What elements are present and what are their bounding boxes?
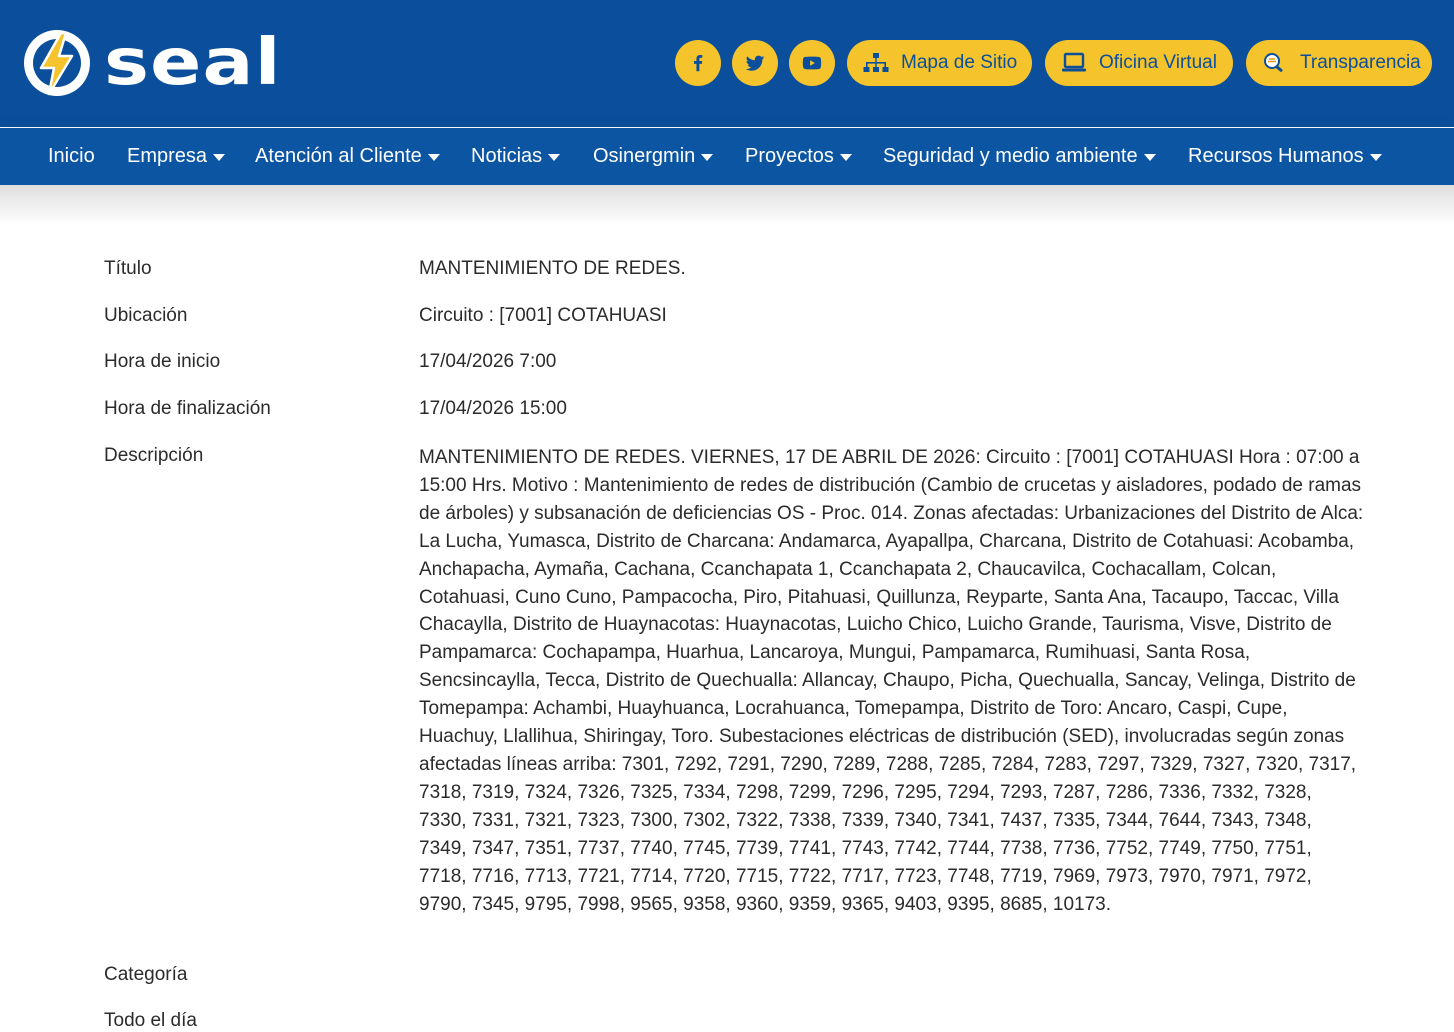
main-navigation — [0, 128, 1454, 185]
oficina-virtual-label: Oficina Virtual — [1099, 52, 1217, 73]
nav-item-seguridad-y-medio-ambiente[interactable] — [883, 128, 1156, 185]
youtube-icon — [801, 52, 823, 74]
caret-down-icon — [840, 154, 852, 161]
descripcion-value: MANTENIMIENTO DE REDES. VIERNES, 17 DE ABRIL DE 2026: Circuito : [7001] COTAHUASI Hora : 07:00 a 15:00 Hrs. Motivo : Mantenimiento de redes de distribución (Cambio de crucetas y aisladores, podado de ramas de árboles) y subsanación de deficiencias OS - Proc. 014. Zonas afectadas: Urbanizaciones del Distrito de Alca: La Lucha, Yumasca, Distrito de Charcana: Andamarca, Ayapallpa, Charcana, Distrito de Cotahuasi: Acobamba, Anchapacha, Aymaña, Cachana, Ccanchapata 1, Ccanchapata 2, Chaucavilca, Cochacallam, Colcan, Cotahuasi, Cuno Cuno, Pampacocha, Piro, Pitahuasi, Quillunza, Reyparte, Santa Ana, Tacaupo, Taccac, Villa Chacaylla, Distrito de Huaynacotas: Huaynacotas, Luicho Chico, Luicho Grande, Taurisma, Visve, Distrito de Pampamarca: Cochapampa, Huarhua, Lancaroya, Mungui, Pampamarca, Rumihuasi, Santa Rosa, Sencsincaylla, Tecca, Distrito de Quechualla: Allancay, Chaupo, Picha, Quechualla, Sancay, Velinga, Distrito de Tomepampa: Achambi, Huayhuanca, Locrahuanca, Tomepampa, Distrito de Toro: Ancaro, Caspi, Cupe, Huachuy, Llallihua, Shiringay, Toro. Subestaciones eléctricas de distribución (SED), involucradas según zonas afectadas líneas arriba: 7301, 7292, 7291, 7290, 7289, 7288, 7285, 7284, 7283, 7297, 7329, 7327, 7320, 7317, 7318, 7319, 7324, 7326, 7325, 7334, 7298, 7299, 7296, 7295, 7294, 7293, 7287, 7286, 7336, 7332, 7328, 7330, 7331, 7321, 7323, 7300, 7302, 7322, 7338, 7339, 7340, 7341, 7437, 7335, 7344, 7644, 7343, 7348, 7349, 7347, 7351, 7737, 7740, 7745, 7739, 7741, 7743, 7742, 7744, 7738, 7736, 7752, 7749, 7750, 7751, 7718, 7716, 7713, 7721, 7714, 7720, 7715, 7722, 7717, 7723, 7748, 7719, 7969, 7973, 7970, 7971, 7972, 9790, 7345, 9795, 7998, 9565, 9358, 9360, 9359, 9365, 9403, 9395, 8685, 10173. — [419, 447, 1364, 915]
nav-shadow — [0, 185, 1454, 225]
nav-label: Seguridad y medio ambiente — [883, 145, 1138, 167]
site-header — [0, 0, 1454, 127]
titulo-value: MANTENIMIENTO DE REDES. — [419, 258, 686, 279]
logo-wordmark: seal — [104, 26, 282, 100]
facebook-icon — [687, 52, 709, 74]
ubicacion-value: Circuito : [7001] COTAHUASI — [419, 305, 667, 326]
caret-down-icon — [428, 154, 440, 161]
youtube-button[interactable] — [789, 40, 835, 86]
twitter-icon — [744, 52, 766, 74]
hora-de-finalizacion-value: 17/04/2026 15:00 — [419, 398, 567, 419]
lightning-bolt-icon — [22, 28, 92, 98]
nav-label: Atención al Cliente — [255, 145, 422, 167]
hora-de-inicio-value: 17/04/2026 7:00 — [419, 351, 557, 372]
oficina-virtual-button[interactable] — [1045, 40, 1233, 86]
nav-item-recursos-humanos[interactable] — [1188, 128, 1382, 185]
todo-el-dia-label: Todo el día — [104, 1010, 197, 1031]
nav-label: Recursos Humanos — [1188, 145, 1364, 167]
categoria-label: Categoría — [104, 964, 188, 985]
sitemap-icon — [863, 52, 889, 74]
seal-logo[interactable] — [22, 28, 302, 98]
mapa-de-sitio-button[interactable] — [847, 40, 1032, 86]
caret-down-icon — [1144, 154, 1156, 161]
nav-label: Inicio — [48, 145, 95, 167]
nav-item-osinergmin[interactable] — [593, 128, 713, 185]
caret-down-icon — [213, 154, 225, 161]
titulo-label: Título — [104, 258, 152, 279]
caret-down-icon — [1370, 154, 1382, 161]
nav-label: Empresa — [127, 145, 208, 167]
mapa-de-sitio-label: Mapa de Sitio — [901, 52, 1018, 73]
nav-item-atencion-al-cliente[interactable] — [255, 128, 440, 185]
ubicacion-label: Ubicación — [104, 305, 188, 326]
caret-down-icon — [701, 154, 713, 161]
hora-de-inicio-label: Hora de inicio — [104, 351, 221, 372]
caret-down-icon — [548, 154, 560, 161]
nav-label: Proyectos — [745, 145, 834, 167]
nav-item-proyectos[interactable] — [745, 128, 852, 185]
transparencia-label: Transparencia — [1300, 52, 1421, 73]
laptop-icon — [1061, 52, 1087, 74]
nav-item-inicio[interactable] — [48, 128, 95, 185]
facebook-button[interactable] — [675, 40, 721, 86]
transparencia-button[interactable] — [1246, 40, 1432, 86]
nav-label: Osinergmin — [593, 145, 696, 167]
transparency-icon — [1262, 52, 1288, 74]
nav-item-noticias[interactable] — [471, 128, 560, 185]
nav-item-empresa[interactable] — [127, 128, 225, 185]
twitter-button[interactable] — [732, 40, 778, 86]
nav-label: Noticias — [471, 145, 543, 167]
hora-de-finalizacion-label: Hora de finalización — [104, 398, 271, 419]
descripcion-label: Descripción — [104, 445, 204, 466]
